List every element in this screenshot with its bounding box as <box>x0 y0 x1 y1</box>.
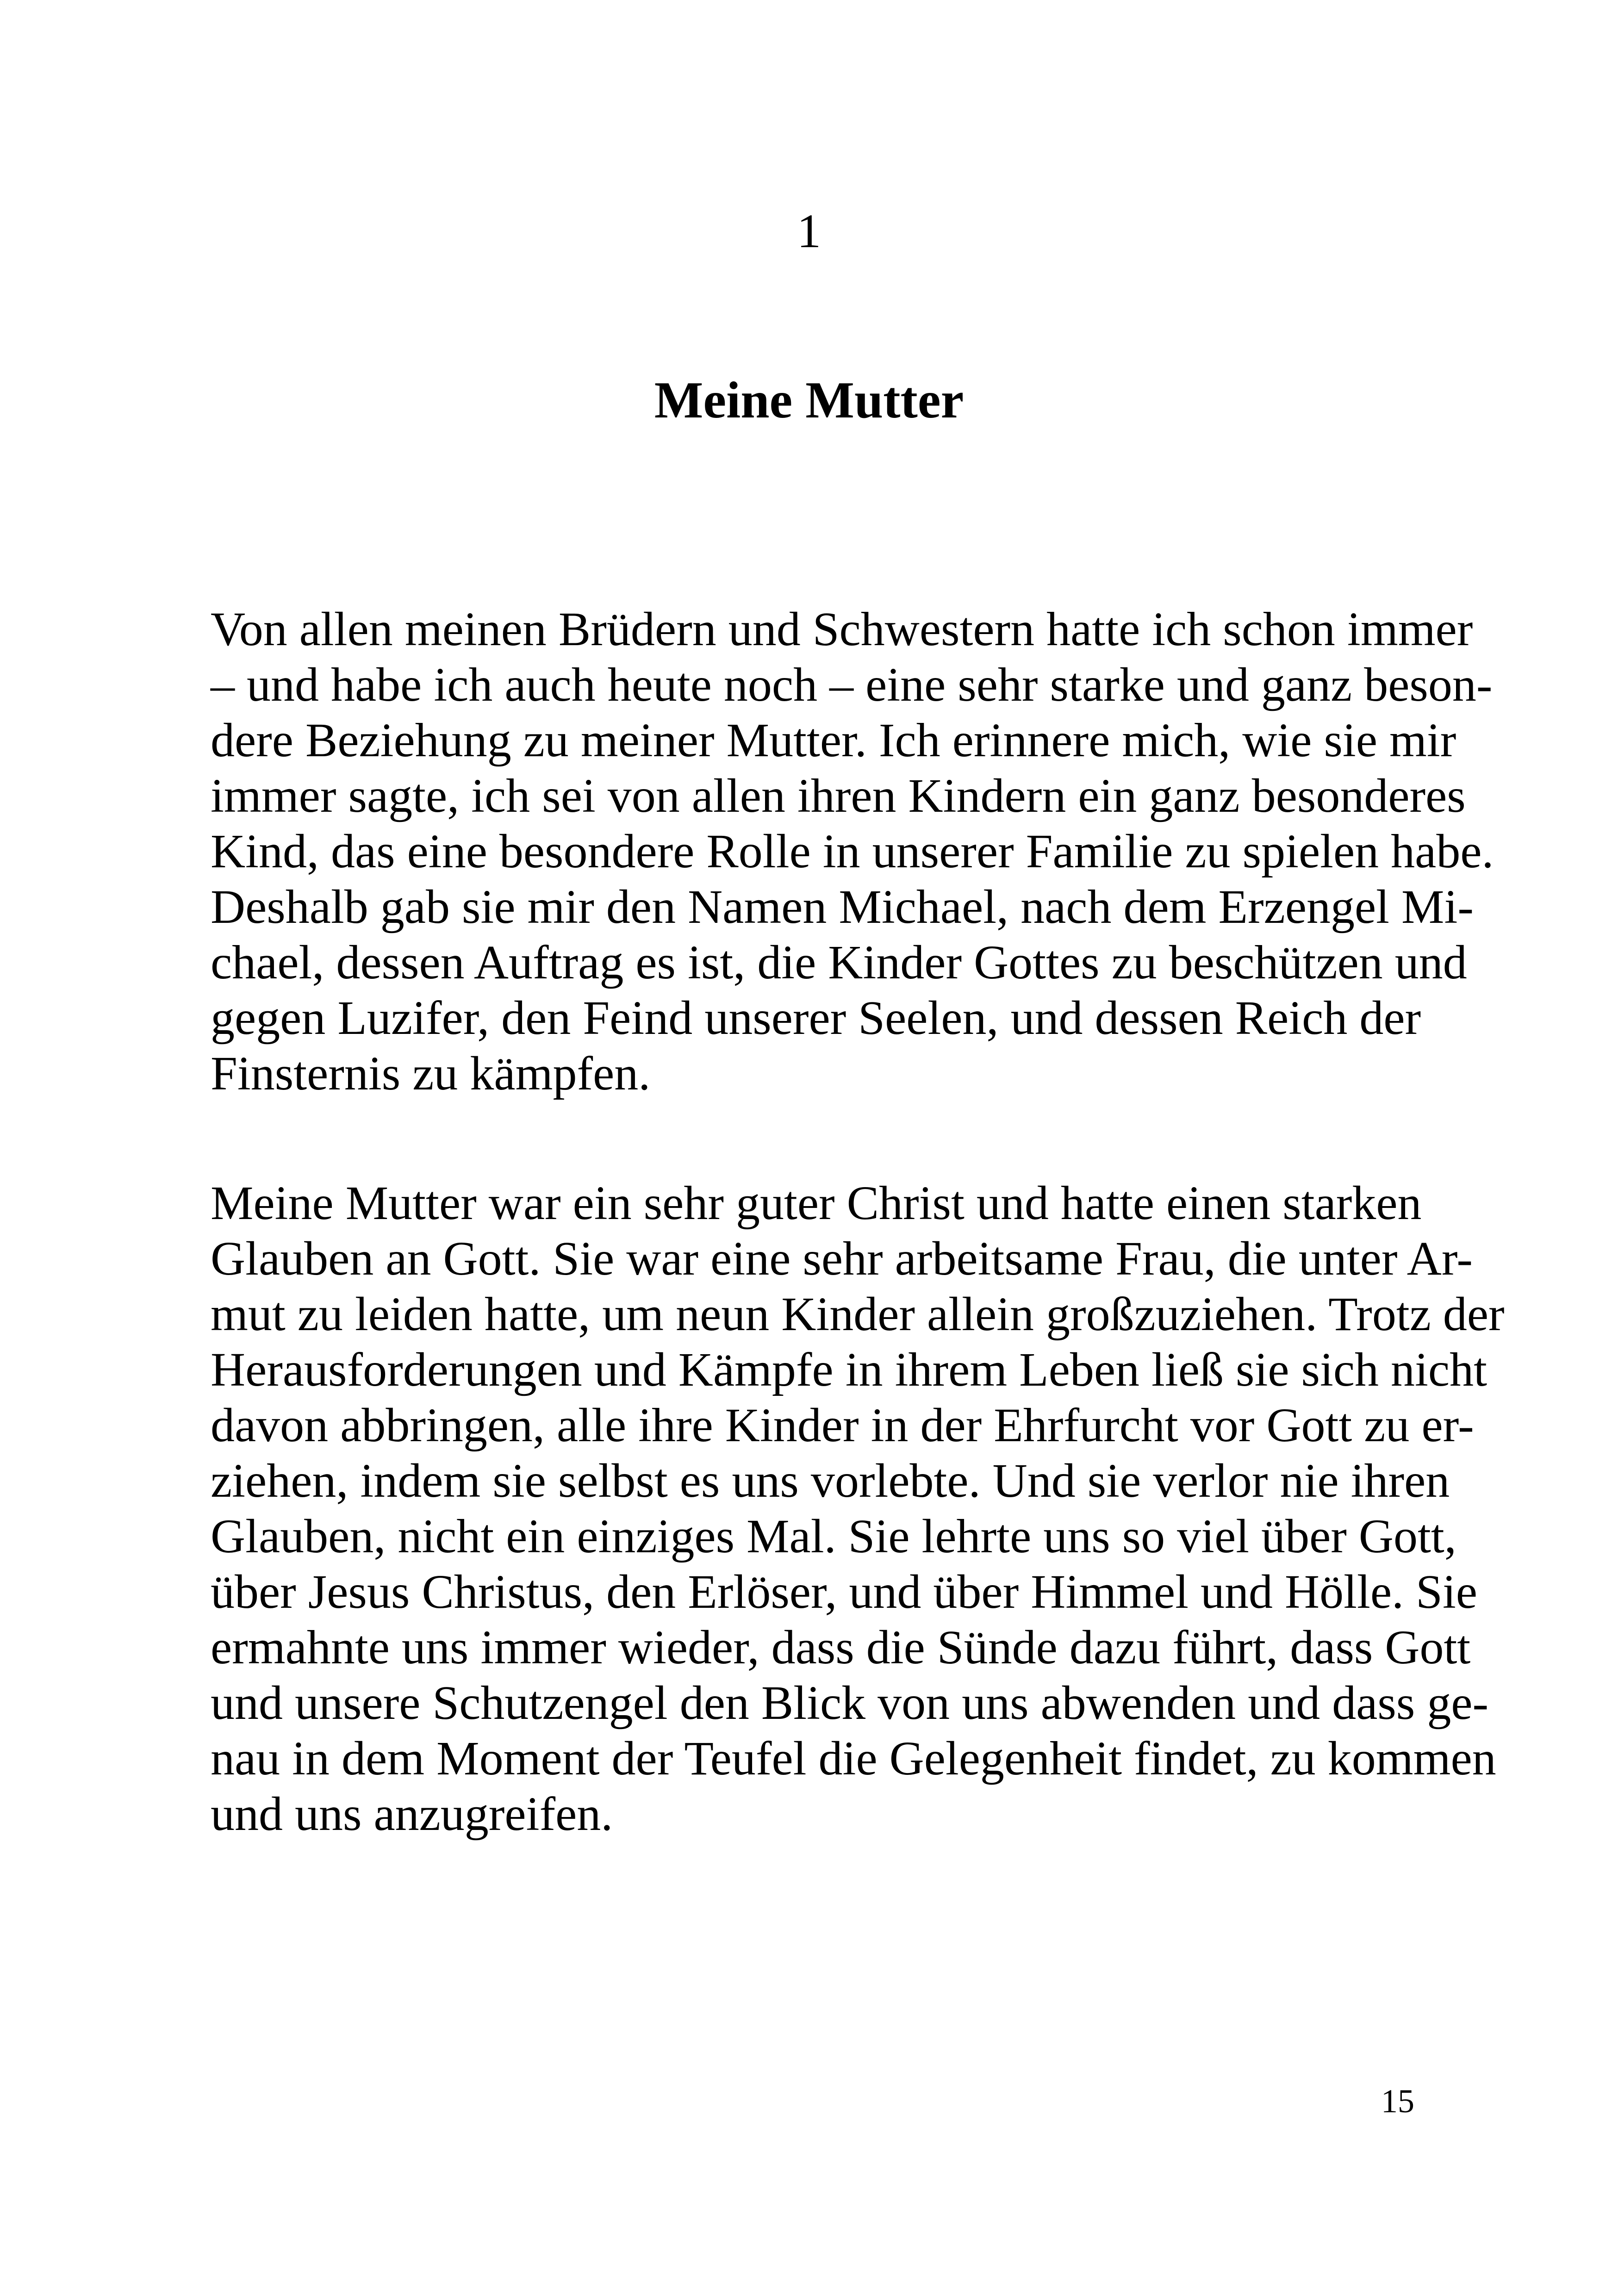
page-number: 15 <box>1381 2083 1414 2120</box>
chapter-title: Meine Mutter <box>654 372 964 429</box>
chapter-number: 1 <box>797 205 821 258</box>
paragraph-line: Meine Mutter war ein sehr guter Christ und hatte einen starken <box>211 1176 1422 1230</box>
paragraph-line: gegen Luzifer, den Feind unserer Seelen, und dessen Reich der <box>211 991 1421 1045</box>
paragraph-line: Deshalb gab sie mir den Namen Michael, nach dem Erzengel Mi- <box>211 880 1474 933</box>
paragraph-line: Finsternis zu kämpfen. <box>211 1047 651 1100</box>
paragraph-line: und unsere Schutzengel den Blick von uns abwenden und dass ge- <box>211 1676 1489 1730</box>
paragraph-line: Kind, das eine besondere Rolle in unserer Familie zu spielen habe. <box>211 825 1494 878</box>
paragraph-line: über Jesus Christus, den Erlöser, und über Himmel und Hölle. Sie <box>211 1565 1478 1618</box>
paragraph-line: chael, dessen Auftrag es ist, die Kinder Gottes zu beschützen und <box>211 936 1467 989</box>
paragraph-line: immer sagte, ich sei von allen ihren Kindern ein ganz besonderes <box>211 769 1466 822</box>
paragraph-line: davon abbringen, alle ihre Kinder in der Ehrfurcht vor Gott zu er- <box>211 1399 1474 1452</box>
paragraph-line: und uns anzugreifen. <box>211 1787 613 1841</box>
paragraph-line: dere Beziehung zu meiner Mutter. Ich erinnere mich, wie sie mir <box>211 714 1456 767</box>
paragraph-line: mut zu leiden hatte, um neun Kinder allein großzuziehen. Trotz der <box>211 1288 1505 1341</box>
paragraph-line: ziehen, indem sie selbst es uns vorlebte. Und sie verlor nie ihren <box>211 1454 1450 1507</box>
paragraph-line: Herausforderungen und Kämpfe in ihrem Leben ließ sie sich nicht <box>211 1343 1487 1396</box>
paragraph-line: Von allen meinen Brüdern und Schwestern hatte ich schon immer <box>211 603 1473 656</box>
paragraph-line: – und habe ich auch heute noch – eine sehr starke und ganz beson- <box>211 658 1493 711</box>
paragraph-line: ermahnte uns immer wieder, dass die Sünde dazu führt, dass Gott <box>211 1621 1471 1674</box>
paragraph-line: Glauben an Gott. Sie war eine sehr arbeitsame Frau, die unter Ar- <box>211 1232 1473 1285</box>
paragraph-line: Glauben, nicht ein einziges Mal. Sie lehrte uns so viel über Gott, <box>211 1510 1456 1563</box>
paragraph-line: nau in dem Moment der Teufel die Gelegenheit findet, zu kommen <box>211 1732 1496 1785</box>
